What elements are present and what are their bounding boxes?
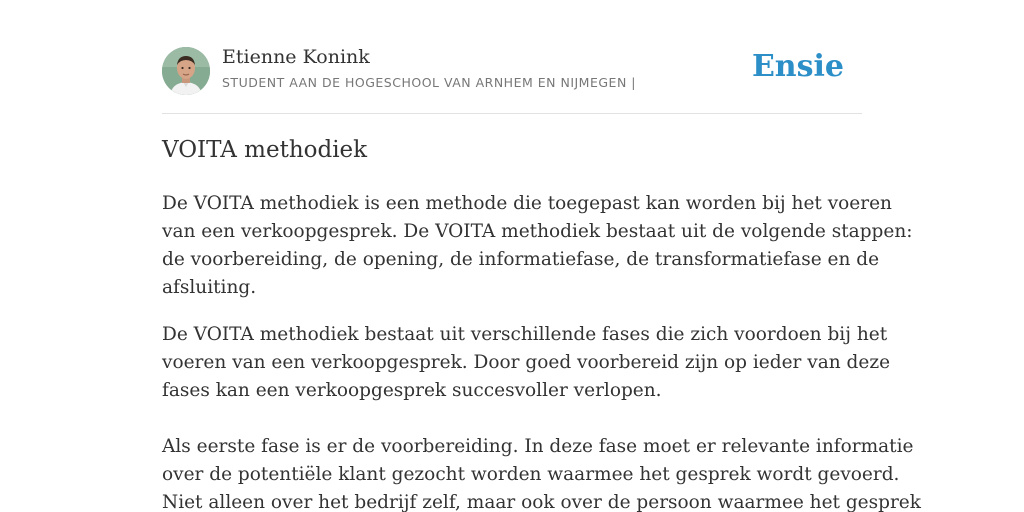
article-container bbox=[162, 0, 921, 512]
paragraph-line: fases kan een verkoopgesprek succesvoller verlopen. bbox=[162, 380, 662, 401]
article-paragraph bbox=[162, 321, 891, 405]
author-bio: STUDENT AAN DE HOGESCHOOL VAN ARNHEM EN NIJMEGEN | bbox=[222, 75, 636, 90]
paragraph-line: de voorbereiding, de opening, de informatiefase, de transformatiefase en de bbox=[162, 249, 880, 270]
author-header bbox=[162, 0, 862, 114]
paragraph-line: Als eerste fase is er de voorbereiding. In deze fase moet er relevante informatie bbox=[162, 436, 914, 457]
article-paragraph bbox=[162, 190, 913, 302]
paragraph-line: voeren van een verkoopgesprek. Door goed voorbereid zijn op ieder van deze bbox=[162, 352, 891, 373]
paragraph-line: afsluiting. bbox=[162, 277, 257, 298]
paragraph-line: Niet alleen over het bedrijf zelf, maar ook over de persoon waarmee het gesprek bbox=[162, 492, 921, 512]
paragraph-line: over de potentiële klant gezocht worden waarmee het gesprek wordt gevoerd. bbox=[162, 464, 900, 485]
avatar-photo-icon bbox=[162, 47, 210, 95]
author-name[interactable]: Etienne Konink bbox=[222, 46, 370, 68]
paragraph-line: van een verkoopgesprek. De VOITA methodiek bestaat uit de volgende stappen: bbox=[162, 221, 913, 242]
paragraph-line: De VOITA methodiek bestaat uit verschillende fases die zich voordoen bij het bbox=[162, 324, 888, 345]
paragraph-line: De VOITA methodiek is een methode die toegepast kan worden bij het voeren bbox=[162, 193, 892, 214]
author-avatar[interactable] bbox=[162, 47, 210, 95]
ensie-logo[interactable]: Ensie bbox=[751, 49, 844, 84]
article-paragraph bbox=[162, 433, 921, 512]
article-title: VOITA methodiek bbox=[162, 137, 368, 163]
